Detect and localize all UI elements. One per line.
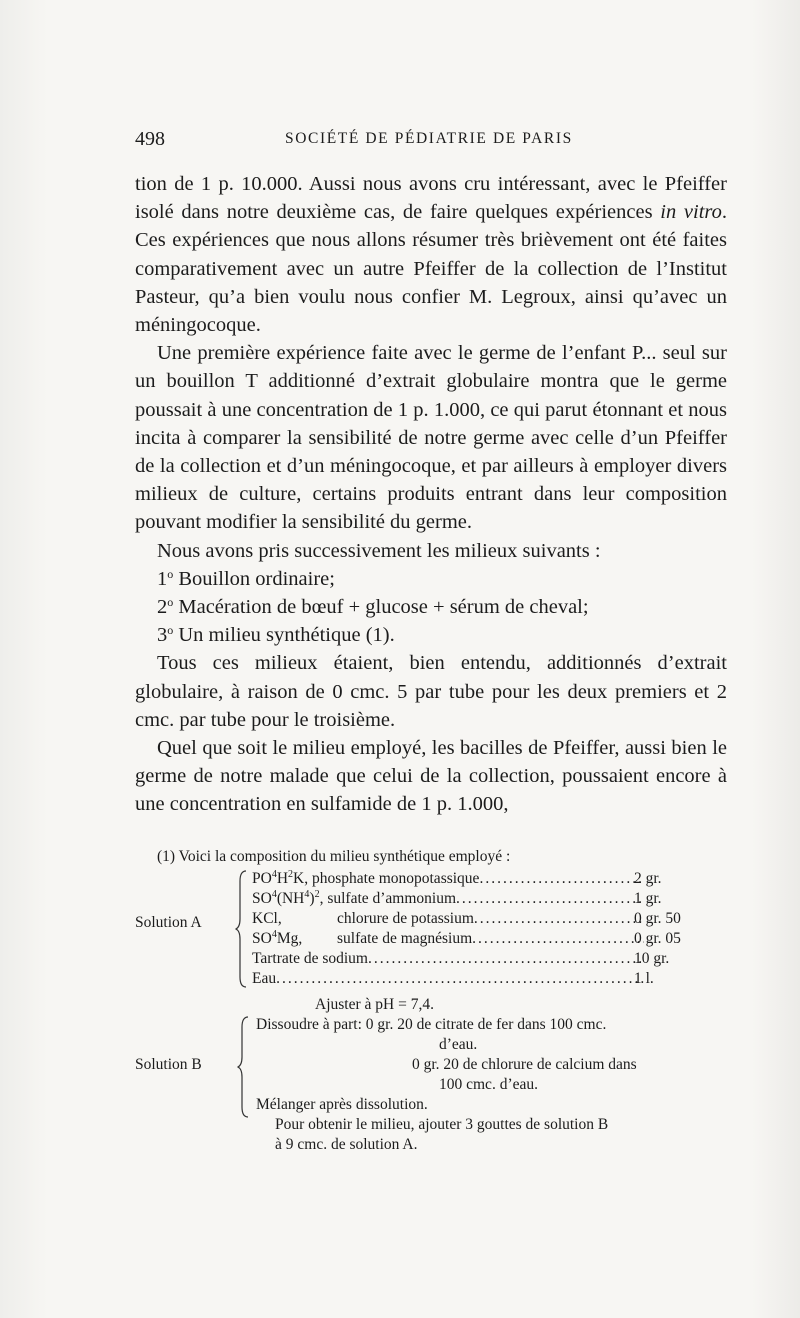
solution-a-amount-5: 10 gr. xyxy=(634,950,670,967)
solution-a-label: Solution A xyxy=(135,914,202,931)
solution-a-row-5: Tartrate de sodium ..... xyxy=(252,949,644,969)
solution-a-row-2: $SO^4(NH^4)^2$, sulfate d’ammonium ..... xyxy=(252,889,644,909)
solution-a-row-6: Eau ..... xyxy=(252,969,644,989)
paragraph-3: Nous avons pris successivement les milieux suivants : xyxy=(157,539,601,562)
footnote-intro: (1) Voici la composition du milieu synthétique employé : xyxy=(157,848,511,865)
paragraph-4: Tous ces milieux étaient, bien entendu, additionnés d’extrait globulaire, à raison de 0 cmc. 5 par tube pour les deux premiers et 2 cmc. par tube pour le troisième. xyxy=(135,652,727,731)
solution-a-row-1: $PO^4H^2K$, phosphate monopotassique ..... xyxy=(252,869,644,889)
solution-b-line-5: Mélanger après dissolution. xyxy=(256,1096,428,1113)
solution-b-brace xyxy=(237,1015,251,1119)
solution-a-row-3: KCl, chlorure de potassium ..... xyxy=(252,909,644,929)
solution-b-line-2: d’eau. xyxy=(439,1036,478,1053)
final-instruction-1: Pour obtenir le milieu, ajouter 3 gouttes de solution B xyxy=(275,1116,609,1133)
solution-a-brace xyxy=(235,869,249,989)
solution-b-line-4: 100 cmc. d’eau. xyxy=(439,1076,538,1093)
list-item-2: 2$^o$ Macération de bœuf + glucose + sérum de cheval; xyxy=(157,595,589,619)
page-number: 498 xyxy=(135,128,165,150)
solution-a-amount-2: 1 gr. xyxy=(634,890,662,907)
solution-a-row-4: $SO^4Mg$, sulfate de magnésium ..... xyxy=(252,929,644,949)
solution-b-line-1: Dissoudre à part: 0 gr. 20 de citrate de fer dans 100 cmc. xyxy=(256,1016,607,1033)
running-title: SOCIÉTÉ DE PÉDIATRIE DE PARIS xyxy=(285,130,573,147)
paragraph-2: Une première expérience faite avec le germe de l’enfant P... seul sur un bouillon T additionné d’extrait globulaire montra que le germe poussait à une concentration de 1 p. 1.000, ce qui parut étonnant et nous incita à comparer la sensibilité de notre germe avec celle d’un Pfeiffer de la collection et d’un méningocoque, et par ailleurs à employer divers milieux de culture, certains produits entrant dans leur composition pouvant modifier la sensibilité du germe. xyxy=(135,342,727,534)
solution-a-amount-3: 0 gr. 50 xyxy=(634,910,681,927)
solution-a-amount-6: 1 l. xyxy=(634,970,654,987)
list-item-1: 1$^o$ Bouillon ordinaire; xyxy=(157,566,335,590)
adjust-ph: Ajuster à pH = 7,4. xyxy=(315,996,434,1013)
solution-a-amount-1: 2 gr. xyxy=(634,870,662,887)
solution-a-amount-4: 0 gr. 05 xyxy=(634,930,681,947)
paragraph-5: Quel que soit le milieu employé, les bacilles de Pfeiffer, aussi bien le germe de notre malade que celui de la collection, poussaient encore à une concentration en sulfamide de 1 p. 1.000, xyxy=(135,737,727,816)
list-item-3: 3$^o$ Un milieu synthétique (1). xyxy=(157,623,395,647)
final-instruction-2: à 9 cmc. de solution A. xyxy=(275,1136,418,1153)
paragraph-1: tion de 1 p. 10.000. Aussi nous avons cru intéressant, avec le Pfeiffer isolé dans notre deuxième cas, de faire quelques expériences in vitro. Ces expériences que nous allons résumer très brièvement ont été faites comparativement avec un autre Pfeiffer de la collection de l’Institut Pasteur, qu’a bien voulu nous confier M. Legroux, ainsi qu’avec un méningocoque. xyxy=(135,173,727,337)
page-header xyxy=(135,128,727,154)
solution-b-line-3: 0 gr. 20 de chlorure de calcium dans xyxy=(412,1056,637,1073)
body-text xyxy=(135,170,727,819)
solution-b-label: Solution B xyxy=(135,1056,202,1073)
